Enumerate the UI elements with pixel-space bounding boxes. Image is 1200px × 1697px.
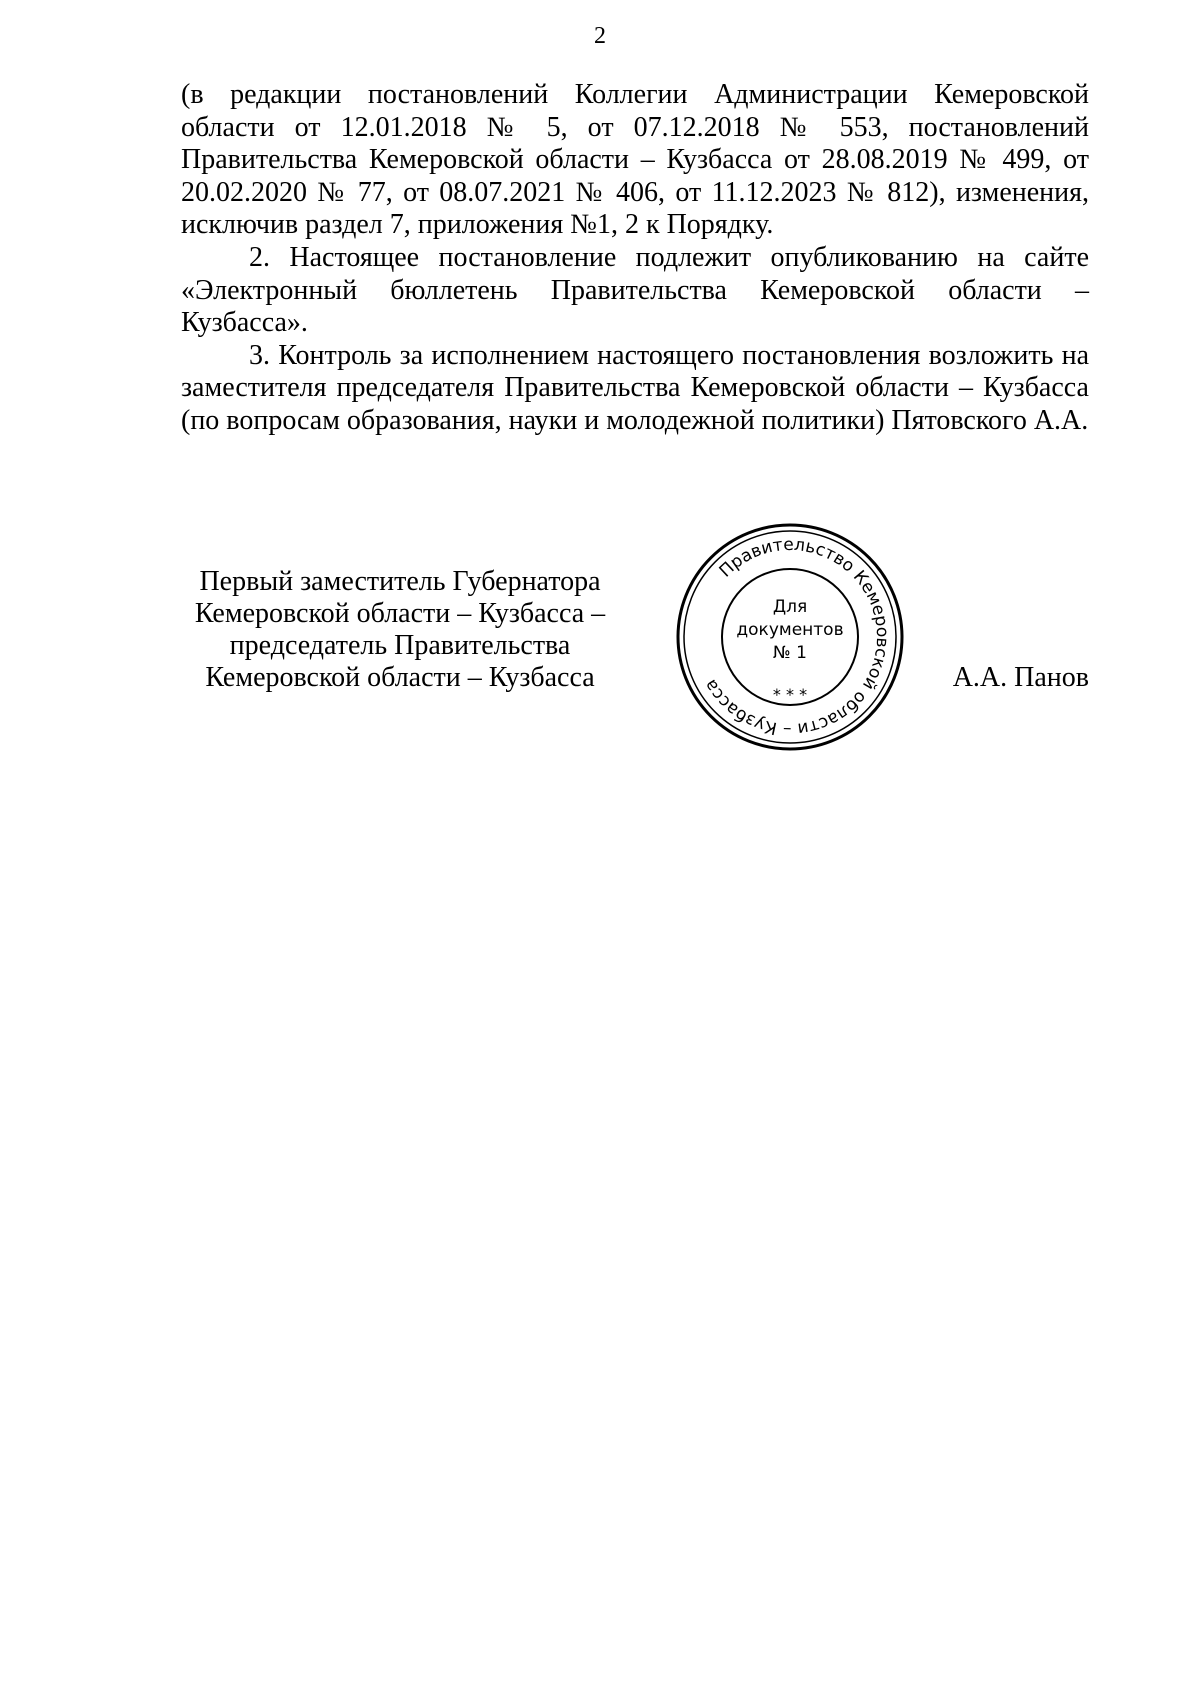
page-number: 2 [594, 23, 606, 49]
stamp-stars: * * * [772, 685, 808, 704]
stamp-ring-text: Правительство Кемеровской области – Кузбасса [700, 534, 893, 740]
stamp-center-line: Для [772, 597, 808, 617]
signatory-position [170, 566, 630, 694]
paragraph-publication: 2. Настоящее постановление подлежит опубликованию на сайте «Электронный бюллетень Правительства Кемеровской области – Кузбасса». [181, 241, 1089, 339]
paragraph-amendments: (в редакции постановлений Коллегии Администрации Кемеровской области от 12.01.2018 № 5, от 07.12.2018 № 553, постановлений Правительства Кемеровской области – Кузбасса от 28.08.2019 № 499, от 20.02.2020 № 77, от 08.07.2021 № 406, от 11.12.2023 № 812), изменения, исключив раздел 7, приложения №1, 2 к Порядку. [181, 79, 1089, 241]
document-body [181, 79, 1089, 438]
signatory-position-line: Кемеровской области – Кузбасса – [194, 598, 606, 629]
signatory-position-line: Кемеровской области – Кузбасса [205, 662, 595, 693]
paragraph-control: 3. Контроль за исполнением настоящего постановления возложить на заместителя председателя Правительства Кемеровской области – Кузбасса (по вопросам образования, науки и молодежной политики) Пятовского А.А. [181, 339, 1089, 436]
signatory-position-line: Первый заместитель Губернатора [199, 566, 601, 597]
signatory-position-line: председатель Правительства [229, 630, 571, 661]
stamp-center-line: № 1 [773, 643, 807, 663]
official-seal-stamp [675, 522, 905, 752]
signatory-name: А.А. Панов [952, 662, 1089, 693]
stamp-center-line: документов [736, 620, 844, 640]
